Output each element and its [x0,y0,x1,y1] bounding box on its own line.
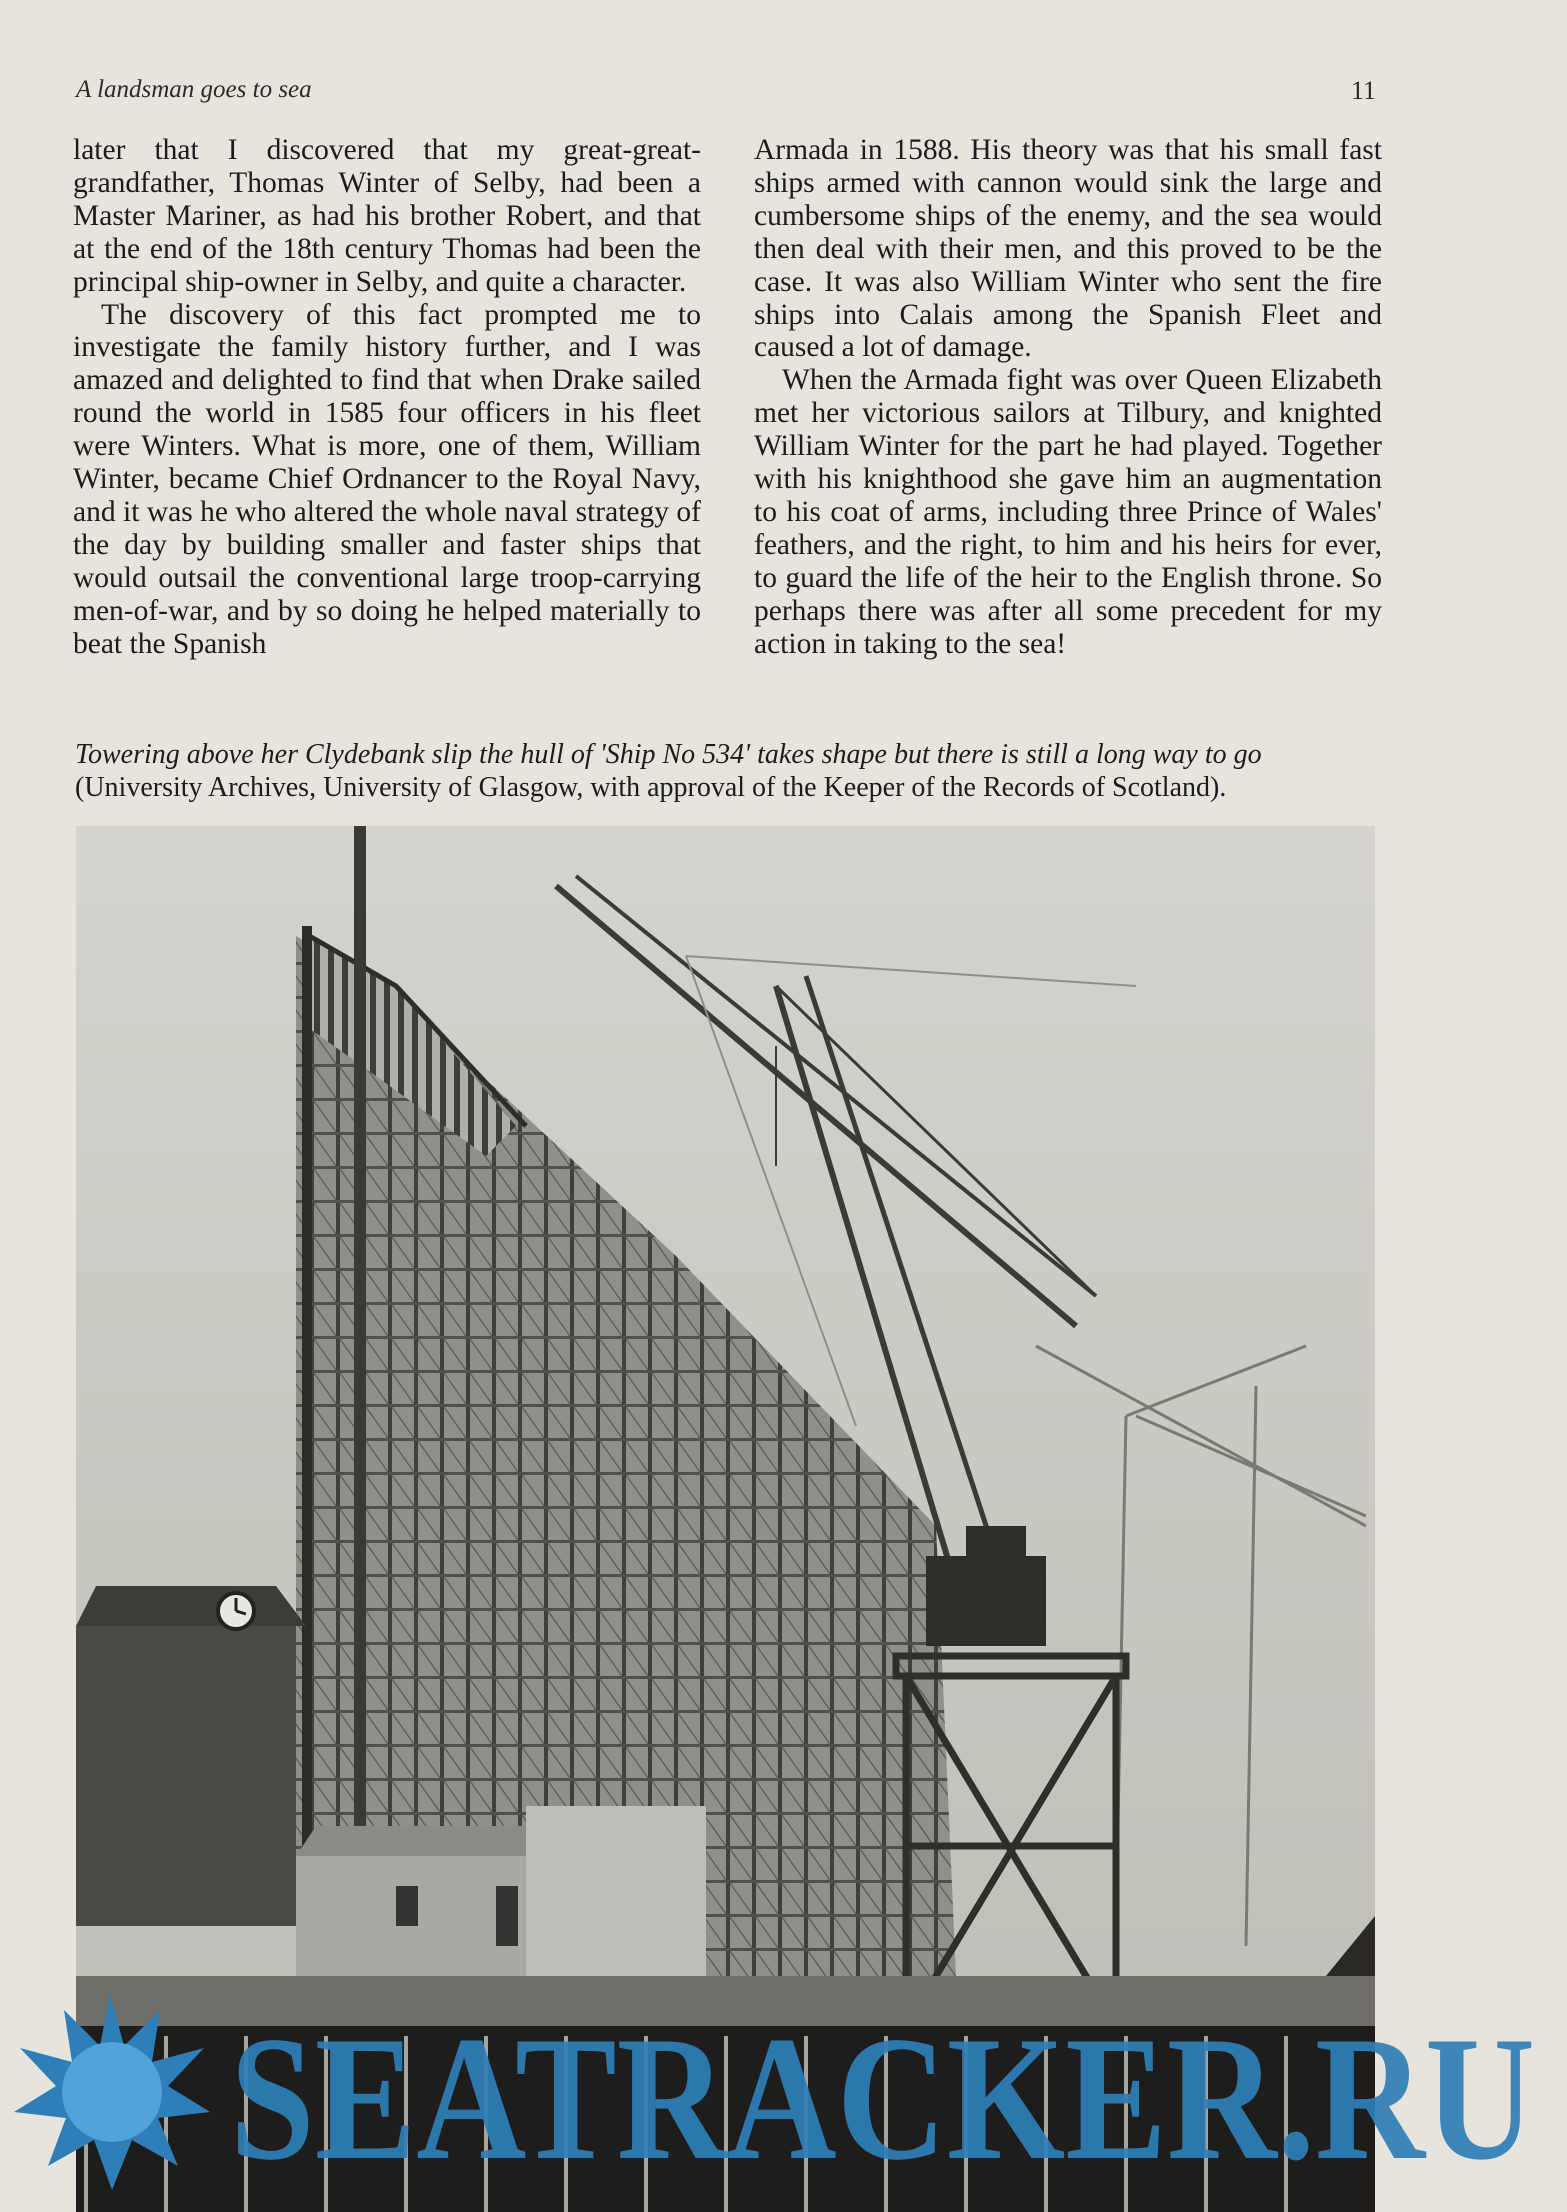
caption-text: Towering above her Clydebank slip the hull of 'Ship No 534' takes shape but there is still a long way to go [75,739,1262,770]
caption-credit: (University Archives, University of Glasgow, with approval of the Keeper of the Records of Scotland). [75,772,1227,803]
left-paragraph-1: later that I discovered that my great-great-grandfather, Thomas Winter of Selby, had been a Master Mariner, as had his brother Robert, and that at the end of the 18th century Thomas had been the principal ship-owner in Selby, and quite a character. [73,134,701,298]
page-number: 11 [1350,76,1376,105]
watermark [0,1990,1567,2190]
right-paragraph-1: Armada in 1588. His theory was that his small fast ships armed with cannon would sink the large and cumbersome ships of the enemy, and the sea would then deal with their men, and this proved to be the case. It was also William Winter who sent the fire ships into Calais among the Spanish Fleet and caused a lot of damage. [754,134,1382,364]
right-paragraph-2: When the Armada fight was over Queen Elizabeth met her victorious sailors at Tilbury, and knighted William Winter for the part he had played. Together with his knighthood she gave him an augmentation to his coat of arms, including three Prince of Wales' feathers, and the right, to him and his heirs for ever, to guard the life of the heir to the English throne. So perhaps there was after all some precedent for my action in taking to the sea! [754,364,1382,660]
left-paragraph-2: The discovery of this fact prompted me to investigate the family history further, and I was amazed and delighted to find that when Drake sailed round the world in 1585 four officers in his fleet were Winters. What is more, one of them, William Winter, became Chief Ordnancer to the Royal Navy, and it was he who altered the whole naval strategy of the day by building smaller and faster ships that would outsail the conventional large troop-carrying men-of-war, and by so doing he helped materially to beat the Spanish [73,298,701,660]
running-title: A landsman goes to sea [76,76,312,103]
figure-caption [75,738,1375,804]
watermark-text: SEATRACKER.RU [230,1999,1535,2190]
right-column [754,134,1382,661]
left-column [73,134,701,661]
